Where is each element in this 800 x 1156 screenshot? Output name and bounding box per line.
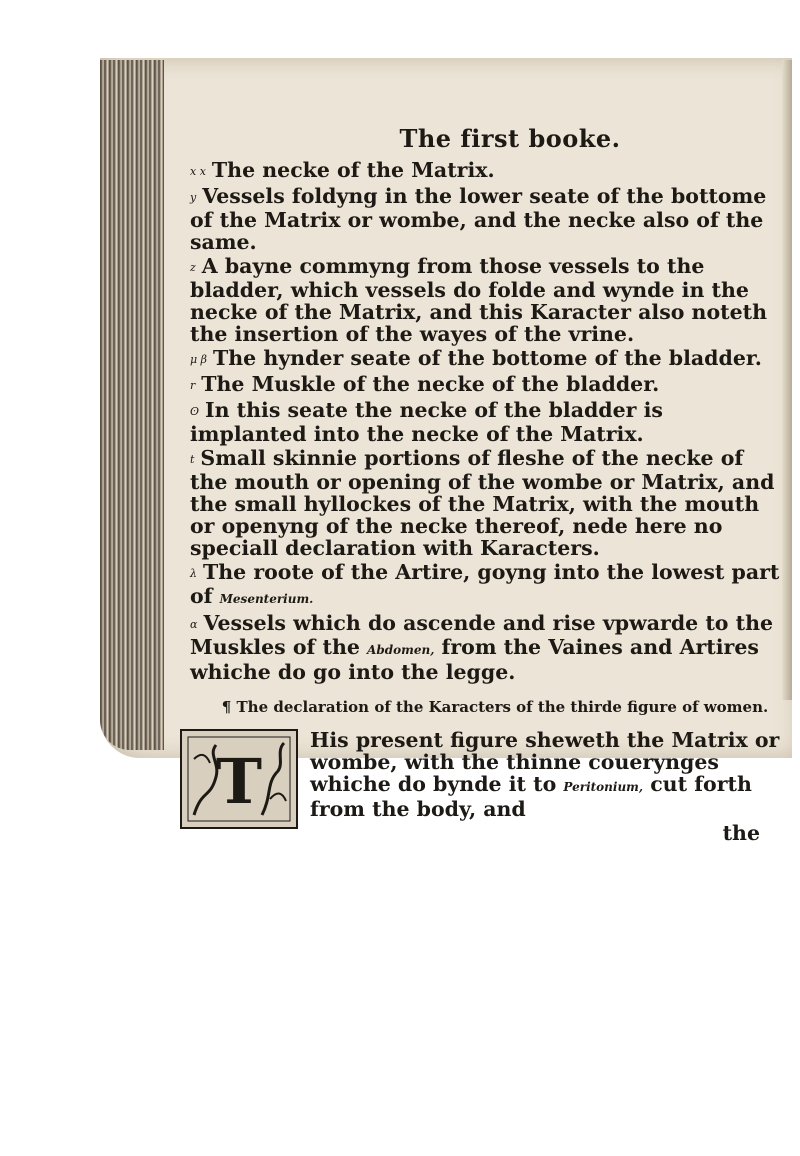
entry-4 (190, 373, 780, 397)
entry-6 (190, 447, 780, 559)
entry-key: t (190, 453, 195, 466)
woodcut-letter: T (215, 745, 263, 818)
final-text-after: cut forth from the body, and (310, 772, 752, 821)
final-text (310, 729, 780, 820)
woodcut-initial-icon (180, 729, 298, 829)
entry-3 (190, 347, 780, 371)
entry-key: y (190, 191, 197, 204)
book-binding-edge (100, 60, 164, 750)
catchword: the (722, 821, 760, 845)
latin-term: Abdomen, (367, 643, 435, 657)
entry-key: μ β (190, 353, 208, 366)
entry-text: In this seate the necke of the bladder is implanted into the necke of the Matrix. (190, 398, 663, 446)
entry-key: λ (190, 567, 197, 580)
entry-7 (190, 561, 780, 610)
entry-key: α (190, 618, 198, 631)
entry-text: The hynder seate of the bottome of the bladder. (213, 346, 762, 370)
entry-1 (190, 185, 780, 253)
entry-2 (190, 255, 780, 345)
entry-5 (190, 399, 780, 445)
text-block (190, 100, 780, 846)
latin-term: Peritonium, (563, 780, 644, 794)
entry-0 (190, 159, 780, 183)
entry-text: Small skinnie portions of fleshe of the necke of the mouth or opening of the wombe or Matrix, and the small hyllockes of the Matrix, with the mouth or openyng of the necke thereof, nede here no speciall declaration with Karacters. (190, 446, 775, 560)
entry-text: The roote of the Artire, goyng into the lowest part of (190, 560, 780, 608)
entry-text: Vessels foldyng in the lower seate of the bottome of the Matrix or wombe, and the necke also of the same. (190, 184, 767, 254)
page-right-edge (782, 60, 792, 700)
entry-text: The necke of the Matrix. (211, 158, 495, 182)
final-text-before: His present figure sheweth the Matrix or wombe, with the thinne couerynges whiche do bynde it to (310, 728, 780, 796)
latin-term: Mesenterium. (219, 592, 314, 606)
running-head: The first booke. (399, 124, 621, 153)
entry-key: z (190, 261, 196, 274)
entry-text: A bayne commyng from those vessels to the bladder, which vessels do folde and wynde in the necke of the Matrix, and this Karacter also noteth the insertion of the wayes of the vrine. (190, 254, 768, 346)
entry-text: The Muskle of the necke of the bladder. (201, 372, 660, 396)
entry-text: Vessels which do ascende and rise vpwarde to the Muskles of the (190, 611, 774, 659)
entry-8 (190, 612, 780, 683)
entry-text-continued: from the Vaines and Artires whiche do go into the legge. (190, 635, 759, 684)
declaration-heading: ¶ The declaration of the Karacters of the thirde figure of women. (221, 698, 769, 716)
entry-key: x x (190, 165, 206, 178)
final-paragraph (190, 729, 780, 844)
entry-key: ʘ (190, 405, 200, 418)
entry-key: r (190, 379, 196, 392)
